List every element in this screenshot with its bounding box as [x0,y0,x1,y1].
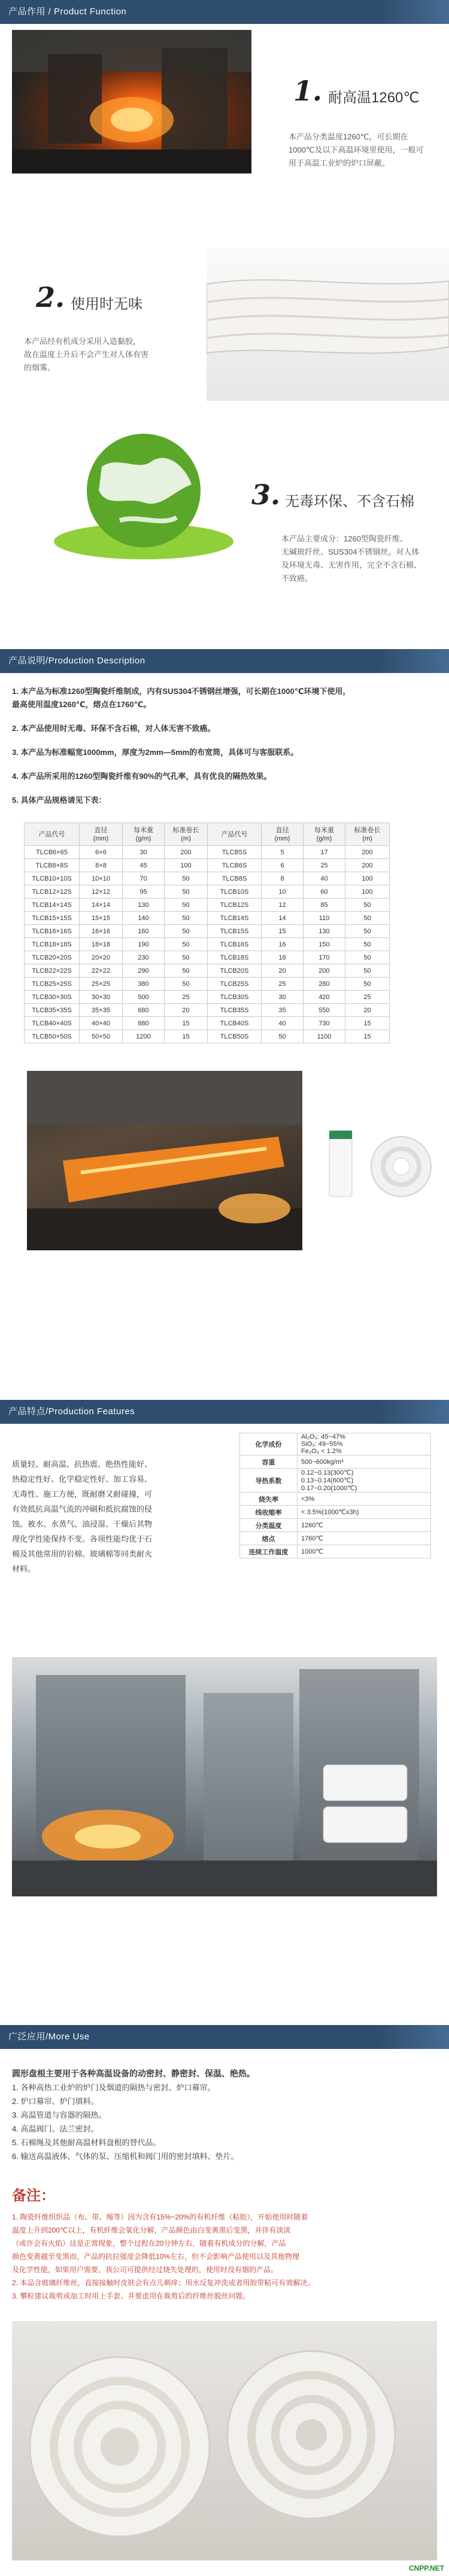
properties-table [239,1433,431,1558]
cell-left-length: 50 [165,912,208,925]
spec-table-wrap [24,823,390,1043]
cell-left-length: 100 [165,859,208,872]
cell-right-code: TLCB5S [208,846,262,859]
table-row [25,885,390,899]
cell-left-weight: 140 [123,912,165,925]
product-packs-photo [317,1125,437,1202]
cell-right-diameter: 30 [262,991,304,1004]
cell-left-code: TLCB18×18S [25,938,80,951]
cell-right-weight: 170 [304,951,345,964]
cell-right-weight: 550 [304,1004,345,1017]
section-header-use: 广泛应用/More Use [0,2025,449,2049]
function-number-1: 1. [293,75,323,107]
prop-row-loss: 烧失率 <3% [240,1493,431,1506]
cell-right-weight: 40 [304,872,345,885]
cell-right-weight: 1100 [304,1030,345,1043]
cell-left-length: 50 [165,938,208,951]
col-header-code-left: 产品代号 [25,823,80,846]
prop-row-melting-point: 熔点 1760℃ [240,1532,431,1545]
cell-right-weight: 150 [304,938,345,951]
cell-right-length: 50 [345,964,390,978]
cell-right-code: TLCB30S [208,991,262,1004]
table-row [25,925,390,938]
cell-right-diameter: 5 [262,846,304,859]
cell-left-code: TLCB22×22S [25,964,80,978]
function-desc-2: 本产品经有机成分采用入造黏胶， 故在温度上升后不会产生对人体有害 的烟雾。 [24,337,149,372]
cell-left-length: 50 [165,964,208,978]
function-desc-1: 本产品分类温度1260℃，可长期在 1000℃及以下高温环境里使用，一般可 用于高温工业炉的炉口屏蔽。 [289,132,424,168]
cell-right-diameter: 25 [262,978,304,991]
steel-plant-illustration [27,1071,302,1250]
cell-right-weight: 60 [304,885,345,899]
cell-right-code: TLCB15S [208,925,262,938]
product-packs-illustration [317,1125,437,1202]
cell-left-diameter: 50×50 [80,1030,123,1043]
factory-illustration [12,1657,437,1896]
cell-right-length: 100 [345,872,390,885]
cell-left-diameter: 8×8 [80,859,123,872]
table-row [25,899,390,912]
table-row [25,912,390,925]
cell-left-diameter: 18×18 [80,938,123,951]
function-number-3: 3. [251,479,281,511]
prop-row-density: 容重 500~600kg/m³ [240,1456,431,1469]
col-header-length-left: 标准卷长 (m) [165,823,208,846]
cell-right-diameter: 15 [262,925,304,938]
cell-left-length: 50 [165,925,208,938]
cell-right-length: 100 [345,885,390,899]
table-row [25,978,390,991]
cell-left-code: TLCB30×30S [25,991,80,1004]
cell-left-weight: 680 [123,1004,165,1017]
properties-table-wrap [239,1433,431,1558]
cell-right-diameter: 40 [262,1017,304,1030]
use-list: 圆形盘根主要用于各种高温设备的动密封、静密封、保温、绝热。 1. 各种高热工业炉的炉门及烟道的隔热与密封、炉口幕帘。 2. 炉口幕帘、炉门填料。 3. 高温管道与容器的隔热。 4. 高温阀门、法兰密封。 5. 石棉绳及其他耐高温材料盘根的替代品。 6. 输送高温液体、气体的泵、压缩机和阀门用的密封填料、垫片。 [12,2069,255,2161]
table-row [25,1030,390,1043]
prop-row-working-temp: 连续工作温度 1000℃ [240,1545,431,1558]
cell-left-weight: 95 [123,885,165,899]
spec-table [24,823,390,1043]
cell-left-weight: 880 [123,1017,165,1030]
prop-row-shrinkage: 线收缩率 < 3.5%(1000℃x3h) [240,1506,431,1519]
note-title: 备注： [12,2188,55,2204]
cell-right-diameter: 35 [262,1004,304,1017]
cell-right-weight: 25 [304,859,345,872]
cell-right-diameter: 14 [262,912,304,925]
cell-left-code: TLCB16×16S [25,925,80,938]
cell-left-code: TLCB6×65 [25,846,80,859]
cell-right-code: TLCB20S [208,964,262,978]
cell-left-code: TLCB14×14S [25,899,80,912]
cell-right-weight: 420 [304,991,345,1004]
cell-left-diameter: 14×14 [80,899,123,912]
cell-left-weight: 45 [123,859,165,872]
cell-right-code: TLCB14S [208,912,262,925]
globe-photo [48,419,239,568]
function-title-2: 使用时无味 [71,296,142,312]
watermark: CNPP.NET [408,2564,444,2572]
cell-left-weight: 1200 [123,1030,165,1043]
cell-right-length: 20 [345,1004,390,1017]
col-header-diameter-left: 直径 (mm) [80,823,123,846]
cell-left-length: 50 [165,872,208,885]
cell-left-weight: 190 [123,938,165,951]
cell-right-code: TLCB40S [208,1017,262,1030]
cell-right-diameter: 6 [262,859,304,872]
rope-photo [207,248,449,401]
cell-right-code: TLCB12S [208,899,262,912]
cell-left-weight: 160 [123,925,165,938]
features-text: 质量轻、耐高温、抗热震、绝热性能好、 热稳定性好、化学稳定性好、加工容易、 无毒性、施工方便，既耐磨又耐碰撞，可 有效抵抗高温气流的冲刷和抵抗腐蚀的侵 蚀。被水、水蒸气、油浸湿、干燥后其物 理化学性能保持不变。各项性能均优于石 棉及其他常用的岩棉、玻璃棉等同类耐火 材料。 [12,1460,153,1573]
prop-row-class-temp: 分类温度 1260℃ [240,1519,431,1532]
cell-left-weight: 500 [123,991,165,1004]
cell-left-code: TLCB40×40S [25,1017,80,1030]
cell-right-code: TLCB6S [208,859,262,872]
section-header-function: 产品作用 / Product Function [0,0,449,24]
rope-rolls-illustration [12,2321,437,2560]
table-row [25,991,390,1004]
function-title-1: 耐高温1260℃ [328,90,420,106]
cell-right-weight: 17 [304,846,345,859]
cell-left-code: TLCB20×20S [25,951,80,964]
cell-left-diameter: 16×16 [80,925,123,938]
function-number-2: 2. [36,281,65,313]
cell-left-length: 50 [165,951,208,964]
molten-metal-photo [27,1071,302,1250]
table-row [25,1004,390,1017]
cell-right-length: 50 [345,899,390,912]
table-row [25,846,390,859]
rope-rolls-photo [12,2321,437,2560]
section-header-features: 产品特点/Production Features [0,1400,449,1424]
col-header-diameter-right: 直径 (mm) [262,823,304,846]
cell-right-weight: 280 [304,978,345,991]
cell-left-diameter: 25×25 [80,978,123,991]
table-row [25,872,390,885]
cell-left-diameter: 6×6 [80,846,123,859]
cell-right-weight: 200 [304,964,345,978]
cell-right-length: 50 [345,938,390,951]
cell-left-diameter: 22×22 [80,964,123,978]
cell-left-diameter: 20×20 [80,951,123,964]
cell-right-diameter: 50 [262,1030,304,1043]
cell-left-diameter: 35×35 [80,1004,123,1017]
cell-right-length: 15 [345,1017,390,1030]
cell-right-length: 50 [345,912,390,925]
cell-right-weight: 85 [304,899,345,912]
cell-right-length: 25 [345,991,390,1004]
cell-right-diameter: 16 [262,938,304,951]
cell-right-length: 200 [345,859,390,872]
col-header-code-right: 产品代号 [208,823,262,846]
table-row [25,938,390,951]
spec-table-header-row [25,823,390,846]
prop-row-conductivity: 导热系数 0.12~0.13(300℃) 0.13~0.14(600℃) 0.17~0.20(1000℃) [240,1469,431,1493]
cell-left-length: 50 [165,978,208,991]
table-row [25,951,390,964]
table-row [25,964,390,978]
fiber-rope-illustration [207,248,449,401]
cell-left-code: TLCB15×15S [25,912,80,925]
cell-left-diameter: 10×10 [80,872,123,885]
cell-left-weight: 70 [123,872,165,885]
col-header-weight-left: 每米重 (g/m) [123,823,165,846]
cell-left-weight: 380 [123,978,165,991]
cell-left-length: 25 [165,991,208,1004]
cell-left-length: 200 [165,846,208,859]
cell-left-diameter: 15×15 [80,912,123,925]
furnace-photo [12,30,251,173]
cell-left-length: 15 [165,1030,208,1043]
cell-right-weight: 110 [304,912,345,925]
cell-left-weight: 230 [123,951,165,964]
cell-right-length: 200 [345,846,390,859]
cell-right-code: TLCB8S [208,872,262,885]
cell-right-diameter: 10 [262,885,304,899]
cell-left-length: 50 [165,885,208,899]
cell-left-code: TLCB10×10S [25,872,80,885]
section-header-description: 产品说明/Production Description [0,649,449,673]
cell-left-weight: 30 [123,846,165,859]
cell-left-diameter: 30×30 [80,991,123,1004]
cell-left-code: TLCB50×50S [25,1030,80,1043]
factory-photo [12,1657,437,1896]
function-title-3: 无毒环保、不含石棉 [285,494,414,510]
cell-right-code: TLCB18S [208,951,262,964]
cell-right-diameter: 8 [262,872,304,885]
prop-row-composition: 化学成份 Al₂O₃: 45~47% SiO₂: 49~55% Fe₂O₃ < 1.2% [240,1433,431,1456]
col-header-weight-right: 每米重 (g/m) [304,823,345,846]
cell-right-weight: 730 [304,1017,345,1030]
cell-right-weight: 130 [304,925,345,938]
cell-right-code: TLCB10S [208,885,262,899]
col-header-length-right: 标准卷长 (m) [345,823,390,846]
function-desc-3: 本产品主要成分：1260型陶瓷纤维、 无碱玻纤丝、SUS304不锈钢丝。对人体 及环境无毒、无害作用，完全不含石棉、 不致癌。 [281,534,422,583]
cell-left-diameter: 40×40 [80,1017,123,1030]
cell-left-length: 50 [165,899,208,912]
cell-left-length: 15 [165,1017,208,1030]
cell-left-weight: 130 [123,899,165,912]
cell-left-length: 20 [165,1004,208,1017]
cell-right-length: 15 [345,1030,390,1043]
cell-right-length: 50 [345,925,390,938]
notes-list: 1. 陶瓷纤维织织品（布、带、绳等）因为含有15%~20%的有机纤维（粘胶），开始使用时随着 温度上升到200℃以上，有机纤维会氧化分解，产品颜色由白变黄黑后变黑，并伴有淡淡 （或许会有火焰）这是正常现象，整个过程在20分钟左右，随着有机成分的分解，产品 颜色变黄越至变黑而，产品的抗拉强度会降低10%左右，但不会影响产品使用以及其他物理 及化学性能，如果用户需要，我公司可提供经过烧失处理的，使用时没有烟的产品。 2. 本品含玻璃纤维丝，直接接触时皮肤会有点儿刺痒；用水反复冲洗或者用胶带粘可有效解决。 3. 攀粒建议裁剪或加工时用上手套、并要虑用在裁剪后的纤维丝脱丝问题。 [12,2213,315,2300]
cell-left-diameter: 12×12 [80,885,123,899]
cell-right-diameter: 20 [262,964,304,978]
eco-globe-illustration [48,419,239,568]
cell-right-code: TLCB35S [208,1004,262,1017]
cell-right-length: 50 [345,978,390,991]
description-list: 1. 本产品为标准1260型陶瓷纤维制成，内有SUS304不锈钢丝增强，可长期在1000℃环境下使用， 最高使用温度1260℃，熔点在1760℃。 2. 本产品使用时无毒、环保不含石棉，对人体无害不致癌。 3. 本产品为标准幅宽1000mm，厚度为2mm—5mm的布宽筒，具体可与客服联系。 4. 本产品所采用的1260型陶瓷纤维有90%的气孔率，具有优良的隔热效果。 5. 具体产品规格请见下表： [12,687,351,805]
furnace-illustration [12,30,251,173]
table-row [25,859,390,872]
cell-left-code: TLCB25×25S [25,978,80,991]
cell-right-length: 50 [345,951,390,964]
cell-left-code: TLCB35×35S [25,1004,80,1017]
cell-right-code: TLCB50S [208,1030,262,1043]
cell-left-code: TLCB12×12S [25,885,80,899]
cell-right-diameter: 12 [262,899,304,912]
cell-left-code: TLCB8×8S [25,859,80,872]
table-row [25,1017,390,1030]
cell-right-code: TLCB16S [208,938,262,951]
cell-left-weight: 290 [123,964,165,978]
cell-right-diameter: 18 [262,951,304,964]
cell-right-code: TLCB25S [208,978,262,991]
